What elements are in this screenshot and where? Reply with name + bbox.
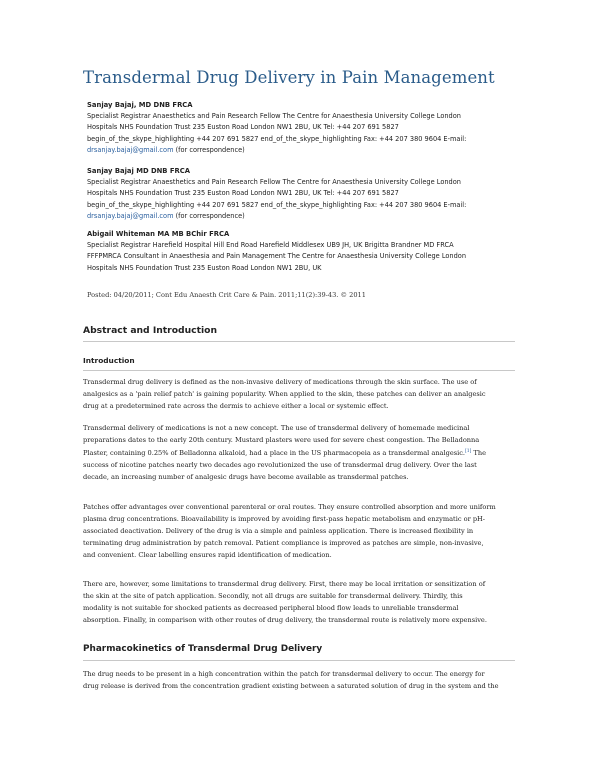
paragraph-line: drug at a predetermined rate across the dermis to achieve either a local or systemic effect. [83,402,389,410]
author-affiliation-line: Specialist Registrar Harefield Hospital Hill End Road Harefield Middlesex UB9 JH, UK Brigitta Brandner MD FRCA [87,241,454,249]
email-note: (for correspondence) [173,145,245,154]
paragraph-line: the skin at the site of patch application. Secondly, not all drugs are suitable for transdermal delivery. Thirdly, this [83,592,463,600]
author-block [87,100,527,156]
paragraph-line: Transdermal drug delivery is defined as the non-invasive delivery of medications through the skin surface. The use of [83,378,477,386]
paragraph-line: drug release is derived from the concentration gradient existing between a saturated solution of drug in the system and the [83,682,499,690]
paragraph-line: associated deactivation. Delivery of the drug is via a simple and painless application. There is increased flexibility in [83,527,474,535]
section-divider [83,341,515,342]
section-divider [83,660,515,661]
subsection-heading-introduction: Introduction [83,356,135,365]
author-name: Sanjay Bajaj, MD DNB FRCA [87,101,193,109]
paragraph-line: preparations dates to the early 20th century. Mustard plasters were used for severe chest congestion. The Belladonna [83,436,480,444]
author-name: Sanjay Bajaj MD DNB FRCA [87,167,190,175]
paragraph [83,501,523,561]
author-block [87,166,527,222]
paragraph-line: decade, an increasing number of analgesic drugs have become available as transdermal patches. [83,473,409,482]
author-affiliation-line: begin_of_the_skype_highlighting +44 207 691 5827 end_of_the_skype_highlighting Fax: +44 207 380 9604 E-mail: [87,134,467,143]
paragraph-line: plasma drug concentrations. Bioavailability is improved by avoiding first-pass hepatic metabolism and enzymatic or pH- [83,515,486,523]
paragraph-line: modality is not suitable for shocked patients as decreased peripheral blood flow leads to unreliable transdermal [83,604,459,612]
section-heading-abstract: Abstract and Introduction [83,325,217,336]
paragraph-line: and convenient. Clear labelling ensures rapid identification of medication. [83,551,332,559]
posted-line: Posted: 04/20/2011; Cont Edu Anaesth Crit Care & Pain. 2011;11(2):39-43. © 2011 [87,291,366,299]
paragraph-line-text: The [471,449,487,458]
section-divider [83,370,515,371]
paragraph [83,376,523,412]
paragraph [83,422,523,483]
paragraph-line: terminating drug administration by patch removal. Patient compliance is improved as patches are simple, non-invasive, [83,539,484,547]
reference-link[interactable]: [1] [465,449,472,454]
email-note: (for correspondence) [173,211,245,220]
paragraph-line: success of nicotine patches nearly two decades ago revolutionized the use of transdermal drug delivery. Over the last [83,461,477,470]
author-affiliation-line: Hospitals NHS Foundation Trust 235 Euston Road London NW1 2BU, UK [87,263,322,272]
author-email-link[interactable]: drsanjay.bajaj@gmail.com [87,145,174,154]
section-heading-pharmacokinetics: Pharmacokinetics of Transdermal Drug Delivery [83,644,323,654]
paragraph-line: There are, however, some limitations to transdermal drug delivery. First, there may be local irritation or sensitization of [83,580,486,588]
author-affiliation-line: Hospitals NHS Foundation Trust 235 Euston Road London NW1 2BU, UK Tel: +44 207 691 5827 [87,189,399,198]
author-affiliation-line: Specialist Registrar Anaesthetics and Pain Research Fellow The Centre for Anaesthesia University College London [87,112,461,120]
author-email-link[interactable]: drsanjay.bajaj@gmail.com [87,211,174,220]
article-title: Transdermal Drug Delivery in Pain Management [83,68,495,87]
author-affiliation-line: Hospitals NHS Foundation Trust 235 Euston Road London NW1 2BU, UK Tel: +44 207 691 5827 [87,123,399,132]
author-affiliation-line: FFFPMRCA Consultant in Anaesthesia and Pain Management The Centre for Anaesthesia University College London [87,252,467,261]
paragraph-line-text: Plaster, containing 0.25% of Belladonna alkaloid, had a place in the US pharmacopeia as a transdermal analgesic. [83,449,466,458]
author-email-line [87,211,527,222]
paragraph-line [83,446,523,459]
author-affiliation-line: Specialist Registrar Anaesthetics and Pain Research Fellow The Centre for Anaesthesia University College London [87,178,461,186]
author-email-line [87,145,527,156]
author-affiliation-line: begin_of_the_skype_highlighting +44 207 691 5827 end_of_the_skype_highlighting Fax: +44 207 380 9604 E-mail: [87,200,467,209]
author-block [87,229,527,274]
paragraph-line: absorption. Finally, in comparison with other routes of drug delivery, the transdermal route is relatively more expensive. [83,616,487,624]
paragraph-line: Patches offer advantages over conventional parenteral or oral routes. They ensure controlled absorption and more uniform [83,503,496,511]
paragraph-line: analgesics as a 'pain relief patch' is gaining popularity. When applied to the skin, these patches can deliver an analgesic [83,390,486,398]
paragraph [83,668,523,692]
paragraph [83,578,523,626]
paragraph-line: Transdermal delivery of medications is not a new concept. The use of transdermal delivery of homemade medicinal [83,424,470,432]
author-name: Abigail Whiteman MA MB BChir FRCA [87,230,230,238]
paragraph-line: The drug needs to be present in a high concentration within the patch for transdermal delivery to occur. The energy for [83,670,485,678]
